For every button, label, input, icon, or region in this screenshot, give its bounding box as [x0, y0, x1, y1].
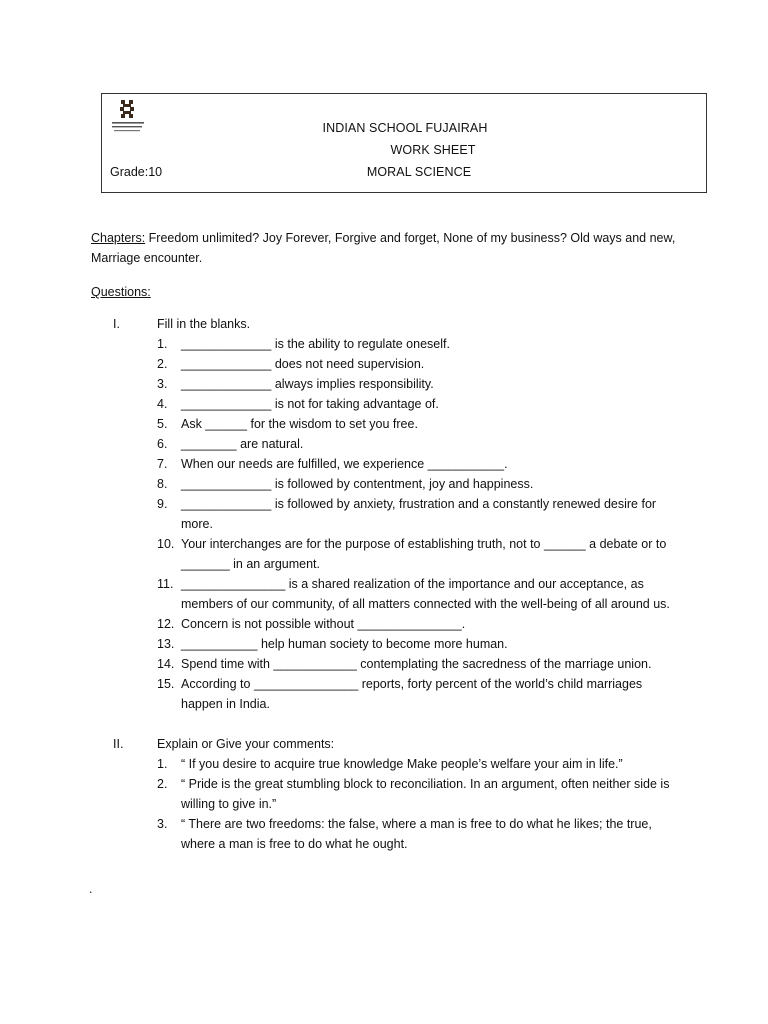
list-item — [0, 674, 673, 714]
list-item — [0, 414, 673, 434]
list-item — [0, 634, 673, 654]
item-text: Spend time with ____________ contemplating the sacredness of the marriage union. — [181, 657, 652, 671]
list-item — [0, 774, 673, 814]
item-text: “ Pride is the great stumbling block to reconciliation. In an argument, often neither side is willing to give in.” — [181, 777, 670, 811]
item-text: _____________ always implies responsibility. — [181, 377, 434, 391]
chapters-line — [91, 228, 701, 268]
item-text: ________ are natural. — [181, 437, 304, 451]
item-text: Your interchanges are for the purpose of establishing truth, not to ______ a debate or to _______ in an argument. — [181, 537, 667, 571]
list-item — [0, 434, 673, 454]
explain-list — [0, 754, 768, 854]
item-number: 9. — [157, 497, 168, 511]
item-text: _____________ is followed by contentment, joy and happiness. — [181, 477, 534, 491]
chapters-label: Chapters: — [91, 231, 146, 245]
item-text: _____________ is not for taking advantage of. — [181, 397, 439, 411]
footer-mark: . — [89, 882, 93, 896]
item-number: 1. — [157, 337, 168, 351]
item-text: _____________ is followed by anxiety, frustration and a constantly renewed desire for more. — [181, 497, 657, 531]
item-text: _____________ does not need supervision. — [181, 357, 425, 371]
header-box — [101, 93, 707, 193]
chapters-text: Freedom unlimited? Joy Forever, Forgive and forget, None of my business? Old ways and new, Marriage encounter. — [91, 231, 676, 265]
questions-heading: Questions: — [91, 285, 151, 299]
list-item — [0, 394, 673, 414]
item-number: 5. — [157, 417, 168, 431]
school-name: INDIAN SCHOOL FUJAIRAH — [322, 121, 488, 135]
item-number: 13. — [157, 637, 175, 651]
item-text: When our needs are fulfilled, we experience ___________. — [181, 457, 508, 471]
list-item — [0, 614, 673, 634]
item-text: _____________ is the ability to regulate oneself. — [181, 337, 450, 351]
item-number: 10. — [157, 537, 175, 551]
item-number: 14. — [157, 657, 175, 671]
item-text: According to _______________ reports, forty percent of the world’s child marriages happen in India. — [181, 677, 643, 711]
item-text: Ask ______ for the wisdom to set you free. — [181, 417, 418, 431]
list-item — [0, 754, 673, 774]
section-title: Explain or Give your comments: — [157, 737, 335, 751]
item-number: 3. — [157, 377, 168, 391]
item-number: 2. — [157, 357, 168, 371]
list-item — [0, 654, 673, 674]
list-item — [0, 574, 673, 614]
grade-label: Grade:10 — [110, 165, 163, 179]
list-item — [0, 334, 673, 354]
item-text: “ There are two freedoms: the false, where a man is free to do what he likes; the true, where a man is free to do what he ought. — [181, 817, 652, 851]
item-text: Concern is not possible without _______________. — [181, 617, 466, 631]
item-text: _______________ is a shared realization of the importance and our acceptance, as members of our community, of all matters connected with the well-being of all around us. — [181, 577, 670, 611]
item-number: 1. — [157, 757, 168, 771]
item-text: ___________ help human society to become more human. — [181, 637, 508, 651]
section-numeral: II. — [113, 737, 124, 751]
item-number: 6. — [157, 437, 168, 451]
list-item — [0, 374, 673, 394]
subject-title: MORAL SCIENCE — [366, 165, 472, 179]
list-item — [0, 814, 673, 854]
item-number: 11. — [157, 577, 174, 591]
item-number: 4. — [157, 397, 168, 411]
section-title: Fill in the blanks. — [157, 317, 251, 331]
list-item — [0, 534, 673, 574]
fill-blanks-list — [0, 334, 768, 714]
sheet-title: WORK SHEET — [390, 143, 476, 157]
item-number: 2. — [157, 777, 168, 791]
item-number: 15. — [157, 677, 175, 691]
list-item — [0, 494, 673, 534]
list-item — [0, 354, 673, 374]
item-number: 3. — [157, 817, 168, 831]
item-number: 8. — [157, 477, 168, 491]
item-number: 7. — [157, 457, 168, 471]
list-item — [0, 454, 673, 474]
section-numeral: I. — [113, 317, 120, 331]
list-item — [0, 474, 673, 494]
item-text: “ If you desire to acquire true knowledge Make people’s welfare your aim in life.” — [181, 757, 623, 771]
item-number: 12. — [157, 617, 175, 631]
